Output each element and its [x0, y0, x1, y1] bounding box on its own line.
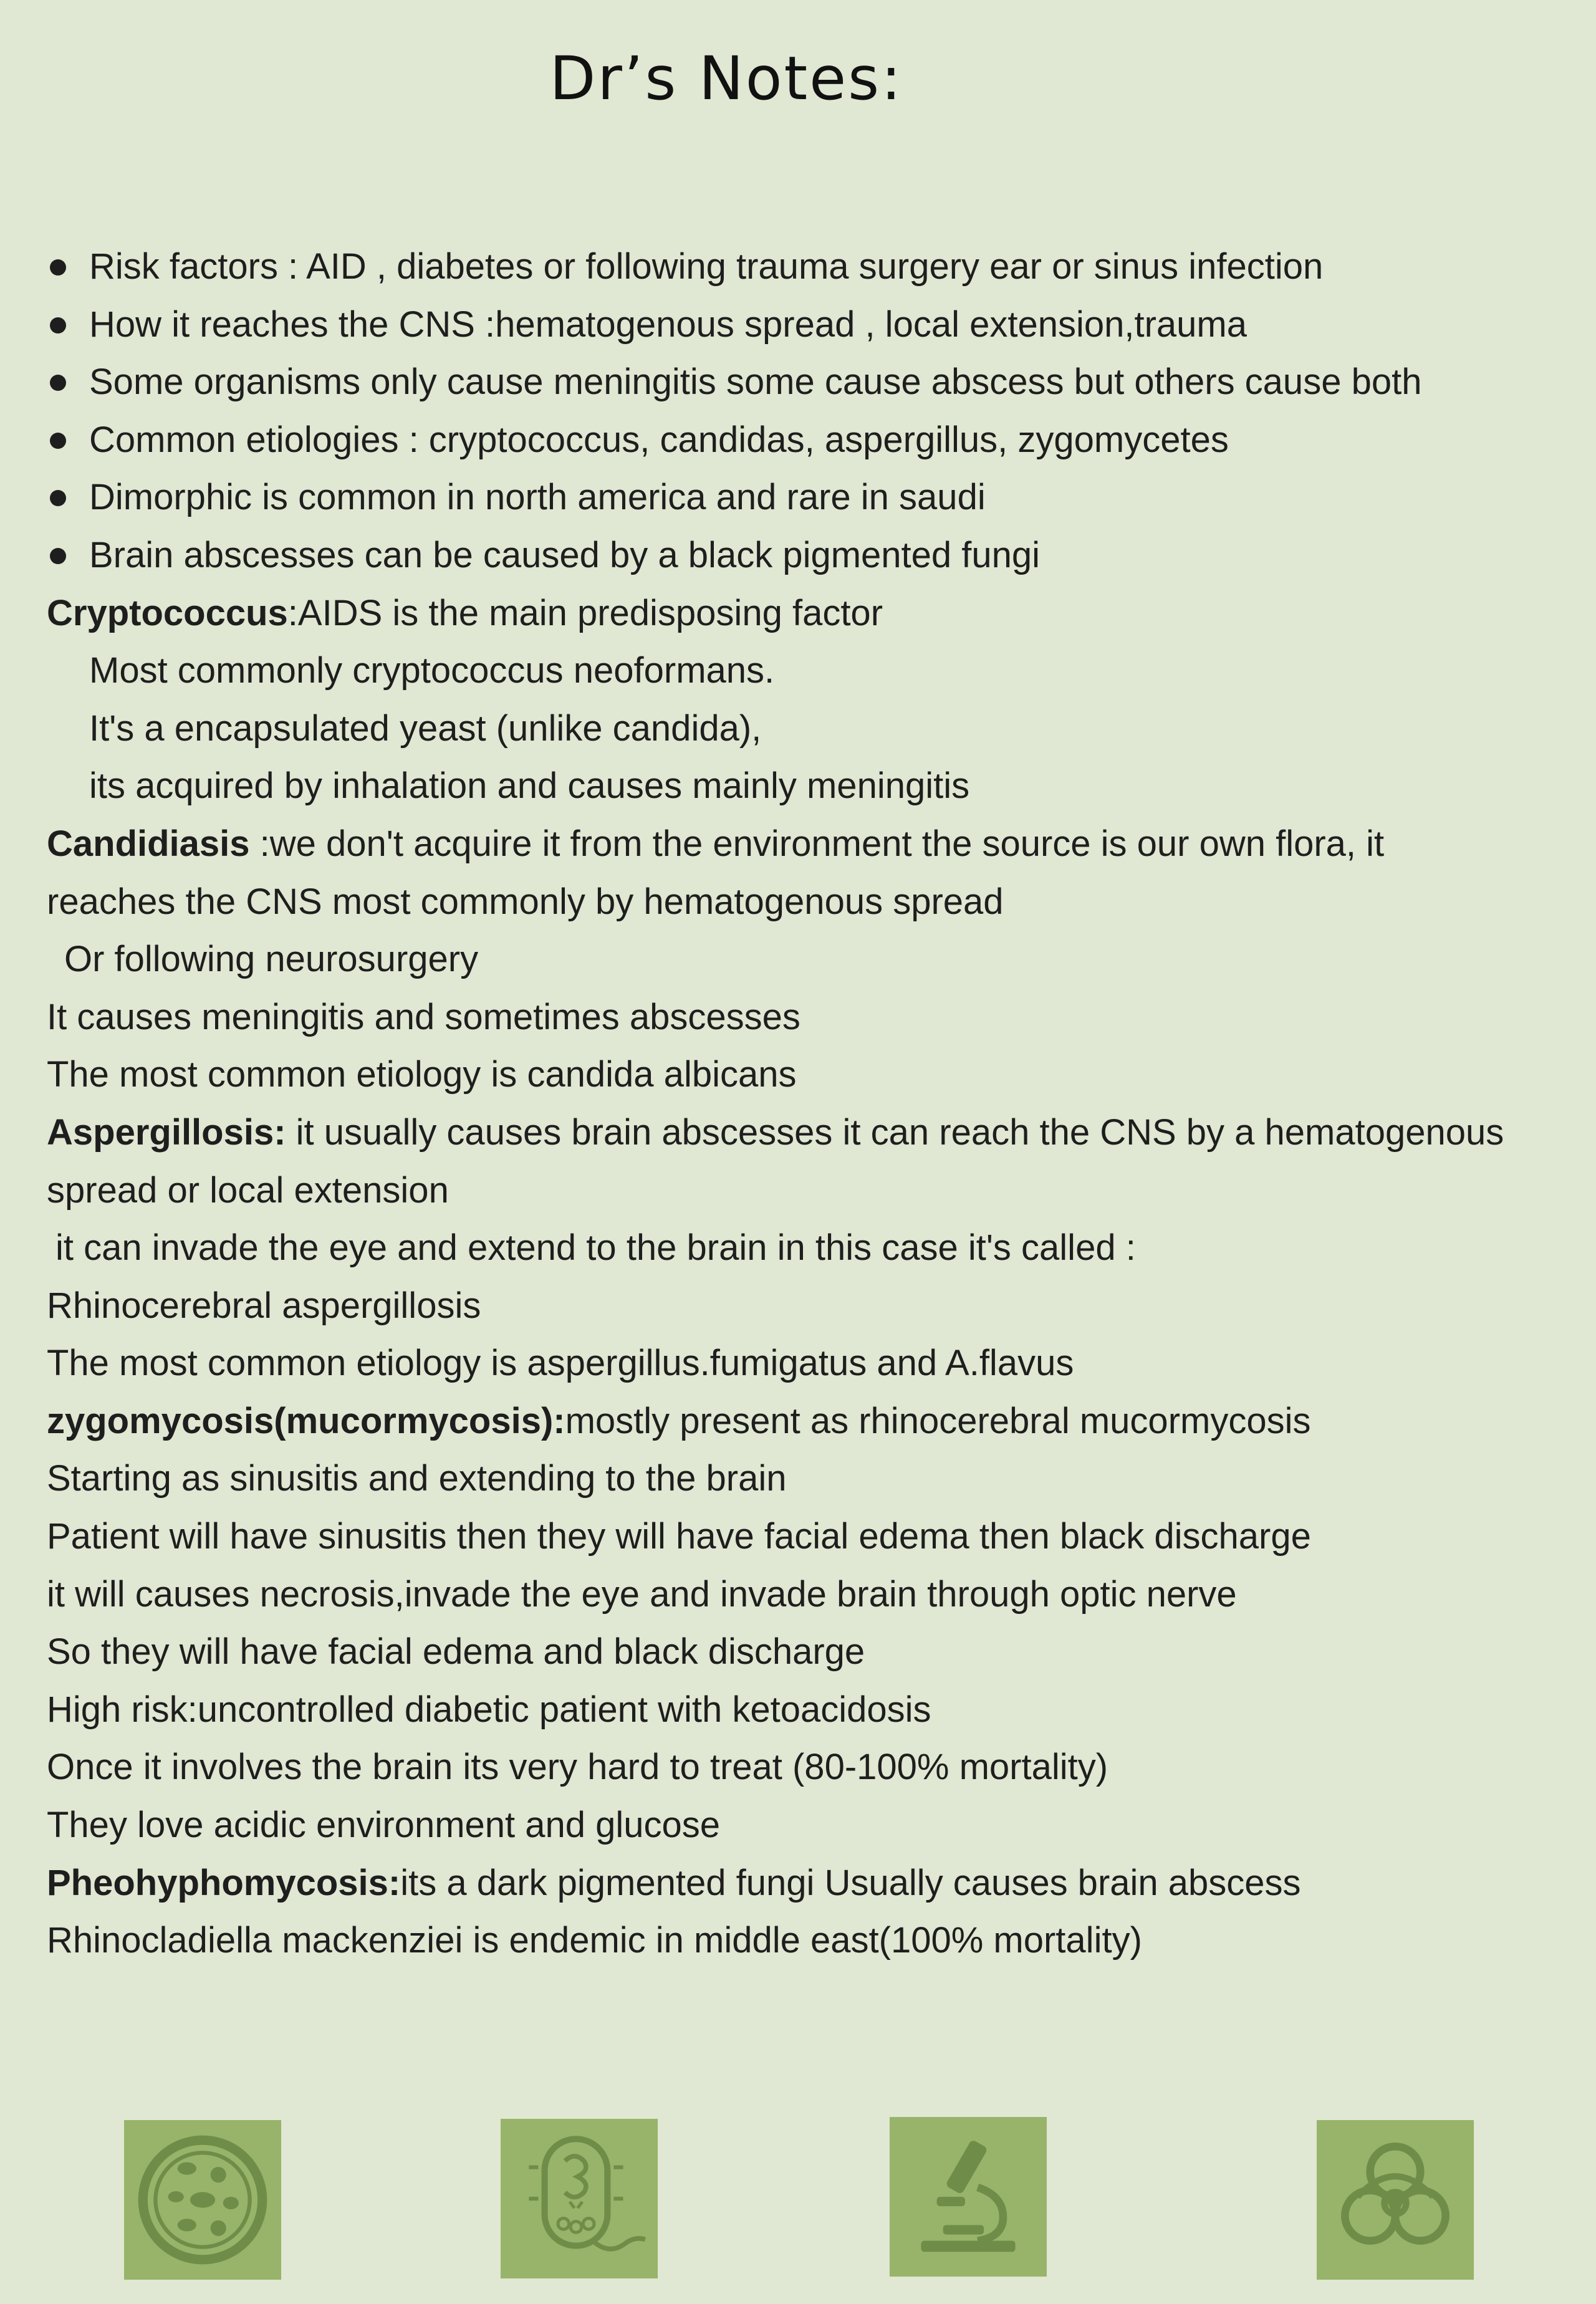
note-line: They love acidic environment and glucose: [47, 1805, 721, 1846]
note-line: Once it involves the brain its very hard to treat (80-100% mortality): [47, 1747, 1108, 1788]
note-line: Most commonly cryptococcus neoformans.: [89, 650, 775, 691]
petri-dish-icon: [124, 2120, 281, 2280]
pheohyphomycosis-text: its a dark pigmented fungi Usually causes brain abscess: [400, 1862, 1301, 1903]
bullet-item: Brain abscesses can be caused by a black pigmented fungi: [47, 527, 1568, 585]
note-line: The most common etiology is aspergillus.fumigatus and A.flavus: [47, 1343, 1074, 1384]
note-line: its acquired by inhalation and causes mainly meningitis: [89, 766, 970, 807]
pheohyphomycosis-heading: Pheohyphomycosis:: [47, 1862, 401, 1903]
note-line: High risk:uncontrolled diabetic patient with ketoacidosis: [47, 1689, 931, 1730]
zygomycosis-text: mostly present as rhinocerebral mucormycosis: [565, 1400, 1311, 1441]
note-line: it will causes necrosis,invade the eye and invade brain through optic nerve: [47, 1573, 1237, 1615]
note-line: Rhinocladiella mackenziei is endemic in middle east(100% mortality): [47, 1920, 1142, 1961]
zygomycosis-section: [47, 1393, 1568, 1451]
note-line: The most common etiology is candida albicans: [47, 1054, 797, 1095]
note-line: It's a encapsulated yeast (unlike candida),: [89, 708, 762, 749]
note-line: Patient will have sinusitis then they will have facial edema then black discharge: [47, 1516, 1311, 1557]
cryptococcus-text: :AIDS is the main predisposing factor: [287, 592, 883, 633]
candidiasis-heading: Candidiasis: [47, 823, 250, 864]
candidiasis-text: :we don't acquire it from the environment the source is our own flora, it: [249, 823, 1385, 864]
bullet-item: Some organisms only cause meningitis some cause abscess but others cause both: [47, 353, 1568, 411]
note-line: spread or local extension: [47, 1169, 449, 1211]
bullet-item: Common etiologies : cryptococcus, candidas, aspergillus, zygomycetes: [47, 411, 1568, 469]
note-line: reaches the CNS most commonly by hematogenous spread: [47, 881, 1004, 922]
pheohyphomycosis-section: [47, 1855, 1568, 1913]
notes-body: [47, 238, 1568, 1970]
candidiasis-section: [47, 815, 1568, 873]
note-line: it can invade the eye and extend to the brain in this case it's called :: [55, 1227, 1136, 1269]
note-line: Or following neurosurgery: [64, 939, 479, 980]
page-title: Dr’s Notes:: [549, 44, 903, 113]
note-line: Rhinocerebral aspergillosis: [47, 1285, 481, 1326]
biohazard-icon: [1317, 2120, 1474, 2280]
zygomycosis-heading: zygomycosis(mucormycosis):: [47, 1400, 565, 1441]
aspergillosis-heading: Aspergillosis:: [47, 1111, 286, 1153]
cryptococcus-section: [47, 585, 1568, 643]
bullet-item: Risk factors : AID , diabetes or following trauma surgery ear or sinus infection: [47, 238, 1568, 296]
microscope-icon: [890, 2117, 1047, 2277]
bullet-item: Dimorphic is common in north america and rare in saudi: [47, 469, 1568, 527]
note-line: It causes meningitis and sometimes abscesses: [47, 996, 800, 1037]
bullet-item: How it reaches the CNS :hematogenous spread , local extension,trauma: [47, 296, 1568, 354]
cryptococcus-heading: Cryptococcus: [47, 592, 288, 633]
aspergillosis-section: [47, 1104, 1568, 1162]
note-line: So they will have facial edema and black discharge: [47, 1631, 865, 1673]
bacterium-icon: [501, 2119, 658, 2278]
note-line: Starting as sinusitis and extending to the brain: [47, 1458, 787, 1499]
aspergillosis-text: it usually causes brain abscesses it can reach the CNS by a hematogenous: [286, 1111, 1504, 1153]
